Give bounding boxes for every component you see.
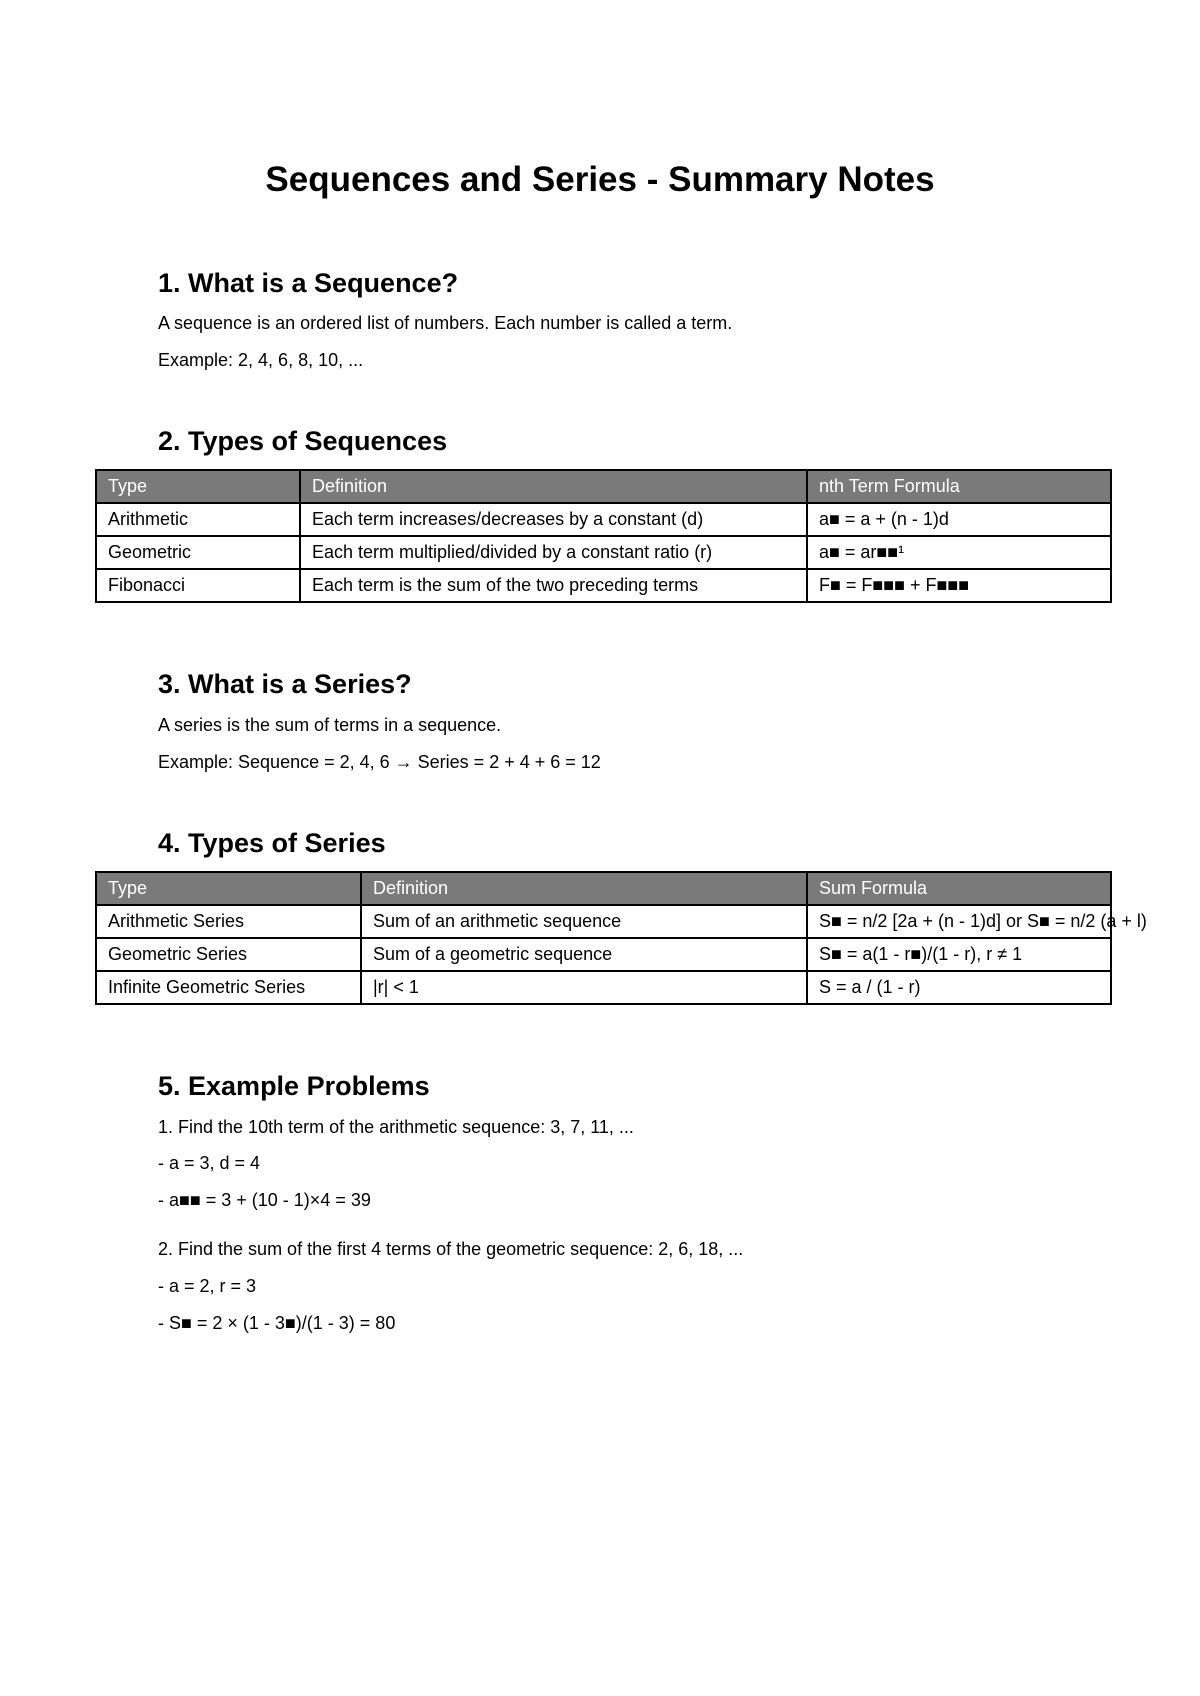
header-cell-definition: Definition xyxy=(361,872,807,905)
problem-1-step: - a■■ = 3 + (10 - 1)×4 = 39 xyxy=(158,1190,371,1210)
table-row xyxy=(96,503,1111,536)
header-cell-type: Type xyxy=(96,872,361,905)
cell-type: Infinite Geometric Series xyxy=(96,971,361,1004)
section-heading-example-problems: 5. Example Problems xyxy=(158,1071,430,1101)
problem-2-step: - S■ = 2 × (1 - 3■)/(1 - 3) = 80 xyxy=(158,1313,396,1333)
table-row xyxy=(96,569,1111,602)
cell-definition: |r| < 1 xyxy=(361,971,807,1004)
header-cell-definition: Definition xyxy=(300,470,807,503)
section-heading-sequence: 1. What is a Sequence? xyxy=(158,268,459,298)
cell-type: Fibonacci xyxy=(96,569,300,602)
header-cell-formula: Sum Formula xyxy=(807,872,1111,905)
table-row xyxy=(96,536,1111,569)
cell-definition: Sum of a geometric sequence xyxy=(361,938,807,971)
problem-2-question: 2. Find the sum of the first 4 terms of the geometric sequence: 2, 6, 18, ... xyxy=(158,1239,744,1259)
cell-formula: S■ = a(1 - r■)/(1 - r), r ≠ 1 xyxy=(807,938,1111,971)
cell-formula: F■ = F■■■ + F■■■ xyxy=(807,569,1111,602)
sequence-definition: A sequence is an ordered list of numbers. Each number is called a term. xyxy=(158,313,733,333)
series-definition: A series is the sum of terms in a sequence. xyxy=(158,715,502,735)
cell-formula: S = a / (1 - r) xyxy=(807,971,1111,1004)
cell-definition: Each term is the sum of the two preceding terms xyxy=(300,569,807,602)
section-heading-series: 3. What is a Series? xyxy=(158,669,412,699)
table-header-row xyxy=(96,470,1111,503)
page-title: Sequences and Series - Summary Notes xyxy=(265,160,935,199)
cell-type: Geometric Series xyxy=(96,938,361,971)
cell-type: Geometric xyxy=(96,536,300,569)
series-example: Example: Sequence = 2, 4, 6 → Series = 2 + 4 + 6 = 12 xyxy=(158,752,601,772)
cell-formula: a■ = ar■■¹ xyxy=(807,536,1111,569)
sequence-example: Example: 2, 4, 6, 8, 10, ... xyxy=(158,350,364,370)
problem-1-step: - a = 3, d = 4 xyxy=(158,1153,261,1173)
section-heading-types-of-series: 4. Types of Series xyxy=(158,828,386,858)
problem-1-question: 1. Find the 10th term of the arithmetic sequence: 3, 7, 11, ... xyxy=(158,1117,634,1137)
cell-formula: a■ = a + (n - 1)d xyxy=(807,503,1111,536)
section-heading-types-of-sequences: 2. Types of Sequences xyxy=(158,426,448,456)
cell-definition: Each term multiplied/divided by a constant ratio (r) xyxy=(300,536,807,569)
cell-type: Arithmetic xyxy=(96,503,300,536)
sequences-table xyxy=(95,469,1112,603)
header-cell-formula: nth Term Formula xyxy=(807,470,1111,503)
table-row xyxy=(96,905,1111,938)
table-row xyxy=(96,938,1111,971)
table-row xyxy=(96,971,1111,1004)
header-cell-type: Type xyxy=(96,470,300,503)
cell-definition: Each term increases/decreases by a constant (d) xyxy=(300,503,807,536)
series-table xyxy=(95,871,1147,1005)
cell-formula: S■ = n/2 [2a + (n - 1)d] or S■ = n/2 (a + l) xyxy=(807,905,1111,938)
problem-2-step: - a = 2, r = 3 xyxy=(158,1276,257,1296)
cell-definition: Sum of an arithmetic sequence xyxy=(361,905,807,938)
cell-type: Arithmetic Series xyxy=(96,905,361,938)
table-header-row xyxy=(96,872,1111,905)
